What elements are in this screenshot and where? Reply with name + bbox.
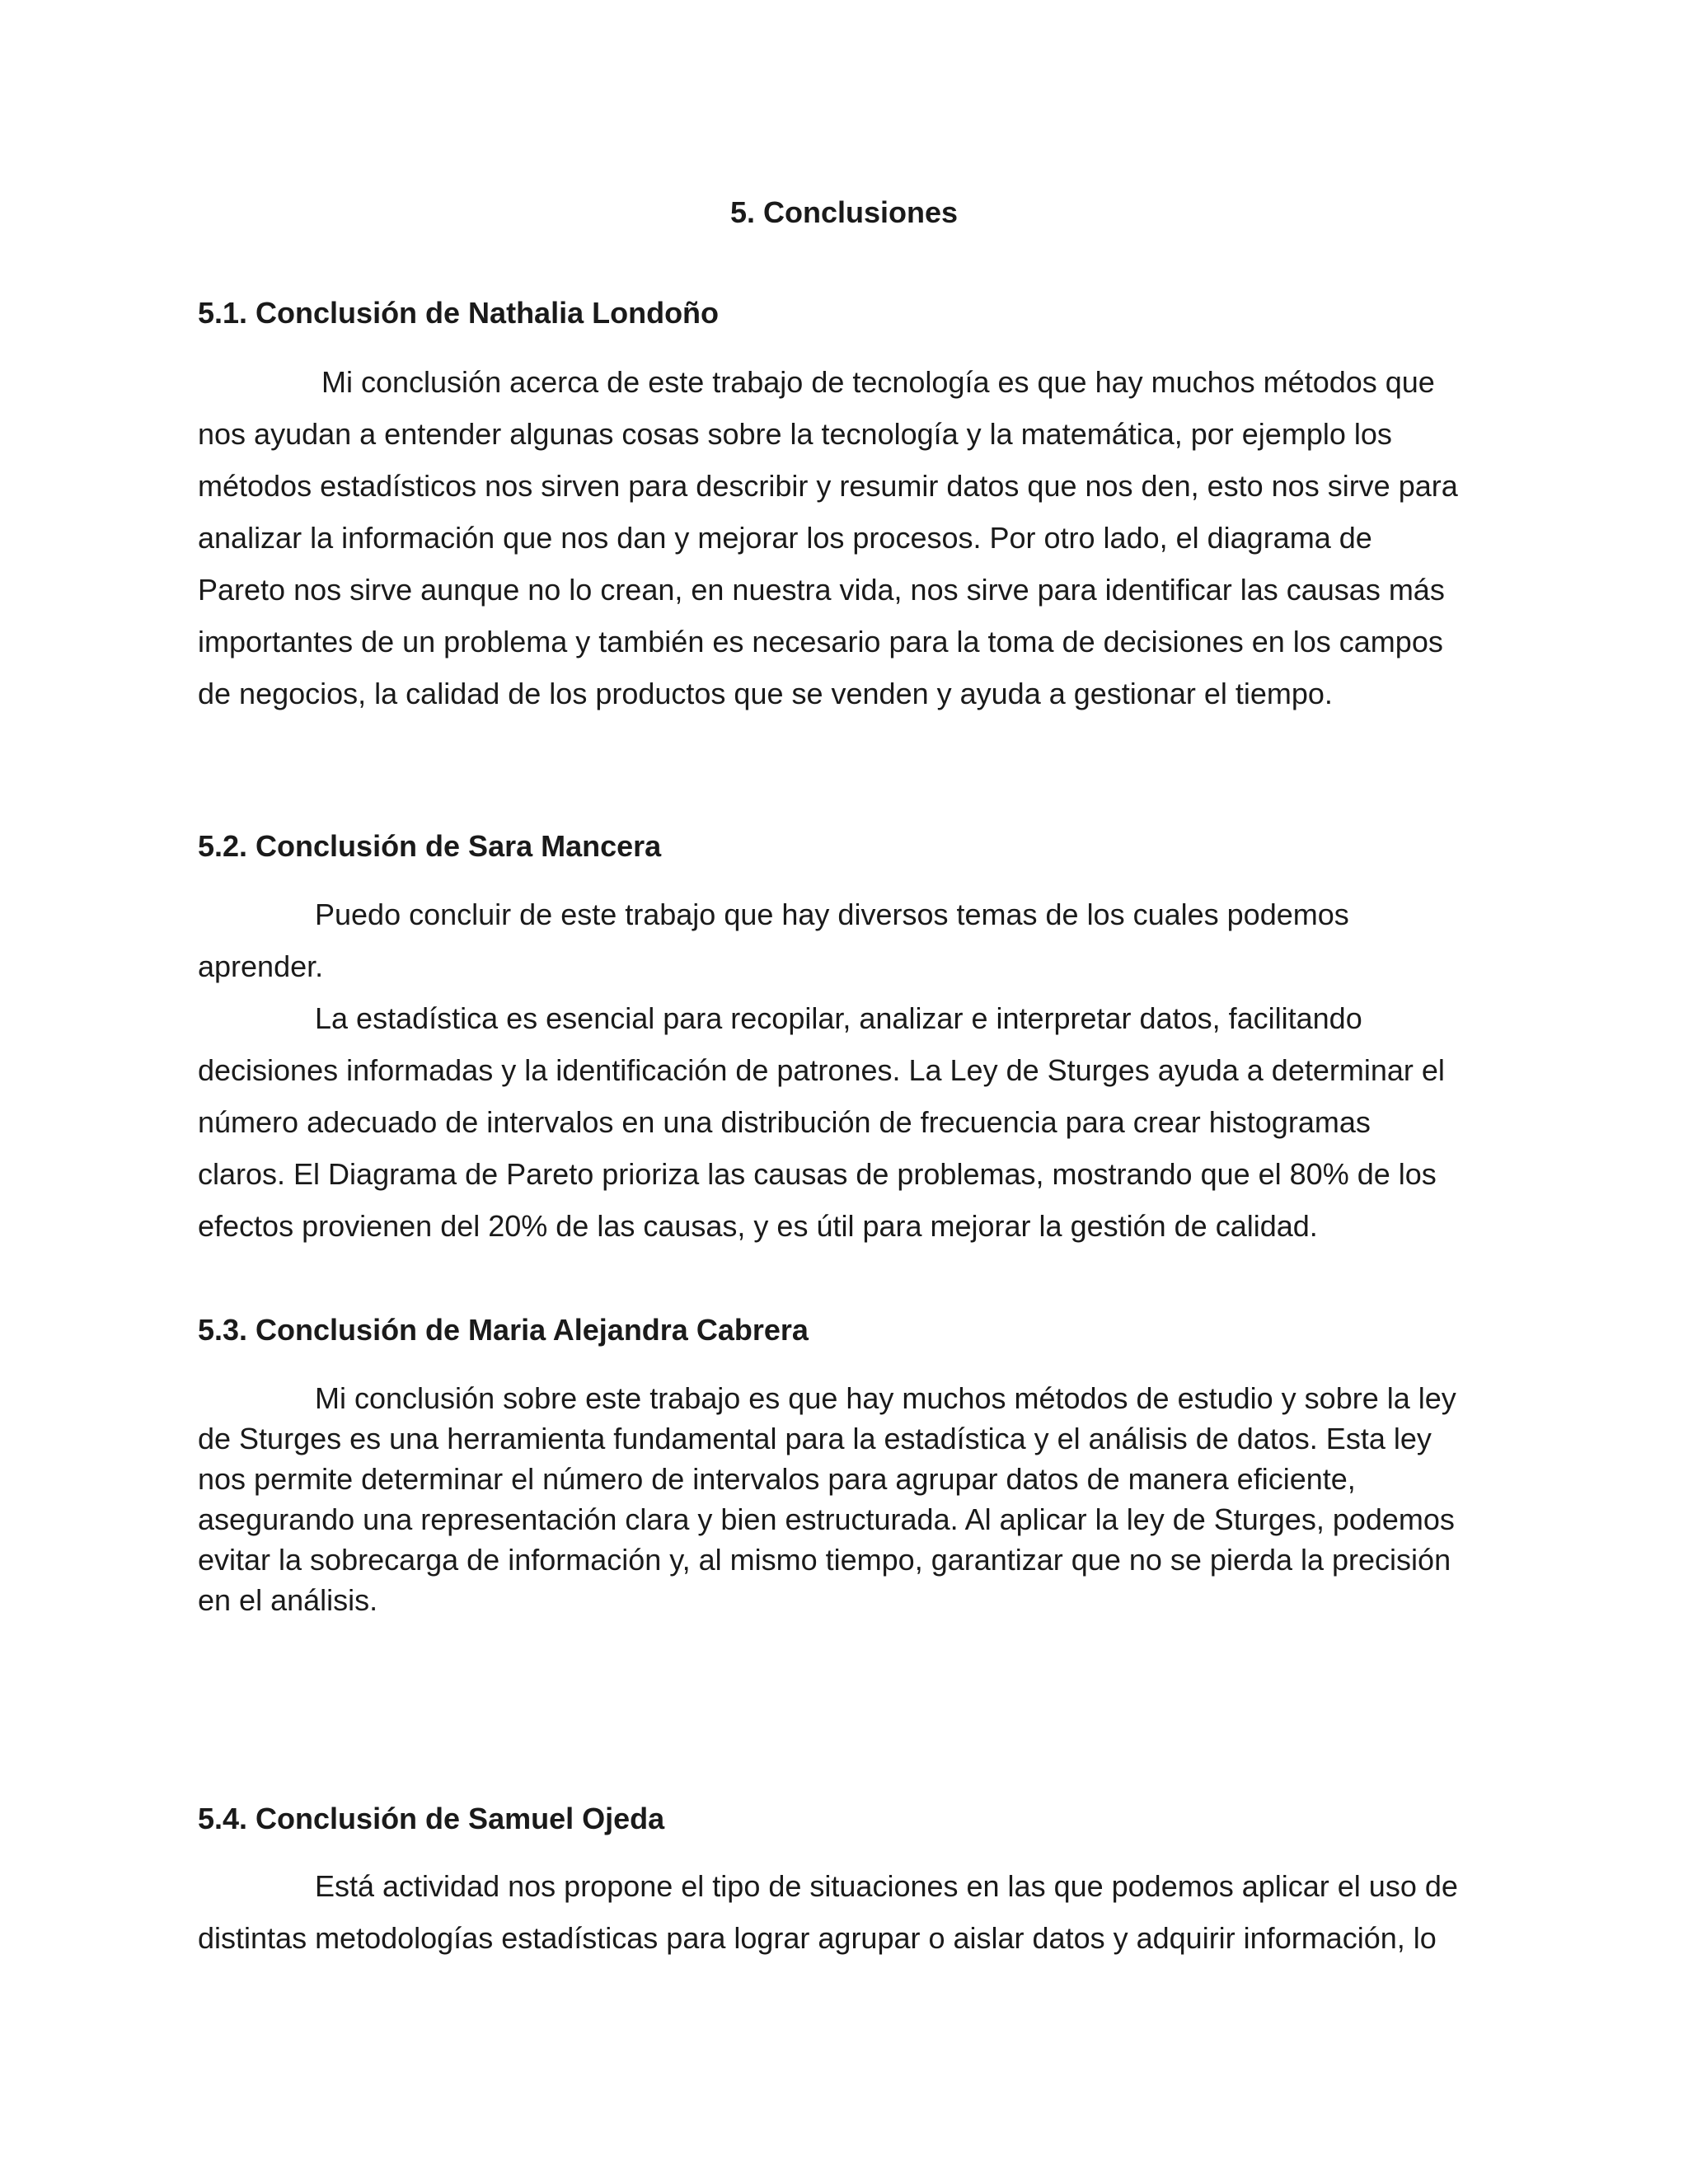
paragraph-line: Mi conclusión sobre este trabajo es que hay muchos métodos de estudio y sobre la ley	[315, 1381, 1456, 1415]
section-heading-maria: 5.3. Conclusión de Maria Alejandra Cabrera	[198, 1313, 809, 1347]
section-body-nathalia	[198, 356, 1500, 719]
paragraph-line: Está actividad nos propone el tipo de situaciones en las que podemos aplicar el uso de	[315, 1869, 1458, 1903]
paragraph-line: de negocios, la calidad de los productos que se venden y ayuda a gestionar el tiempo.	[198, 677, 1333, 710]
paragraph-line: importantes de un problema y también es necesario para la toma de decisiones en los campos	[198, 625, 1443, 658]
section-heading-sara: 5.2. Conclusión de Sara Mancera	[198, 829, 662, 863]
paragraph-line: de Sturges es una herramienta fundamental para la estadística y el análisis de datos. Esta ley	[198, 1422, 1432, 1455]
paragraph-line: asegurando una representación clara y bien estructurada. Al aplicar la ley de Sturges, podemos	[198, 1502, 1455, 1536]
paragraph-line: claros. El Diagrama de Pareto prioriza las causas de problemas, mostrando que el 80% de los	[198, 1157, 1437, 1191]
paragraph-line: número adecuado de intervalos en una distribución de frecuencia para crear histogramas	[198, 1105, 1371, 1139]
section-heading-samuel: 5.4. Conclusión de Samuel Ojeda	[198, 1802, 665, 1835]
paragraph-line: Pareto nos sirve aunque no lo crean, en nuestra vida, nos sirve para identificar las causas más	[198, 573, 1445, 607]
paragraph-line: Mi conclusión acerca de este trabajo de tecnología es que hay muchos métodos que	[321, 365, 1435, 399]
paragraph-line: en el análisis.	[198, 1583, 378, 1617]
paragraph-line: distintas metodologías estadísticas para lograr agrupar o aislar datos y adquirir información, lo	[198, 1921, 1437, 1955]
page-title: 5. Conclusiones	[729, 195, 959, 229]
paragraph-line: nos permite determinar el número de intervalos para agrupar datos de manera eficiente,	[198, 1462, 1356, 1496]
paragraph-line: Puedo concluir de este trabajo que hay diversos temas de los cuales podemos	[315, 898, 1349, 931]
section-body-sara	[198, 888, 1500, 1252]
paragraph-line: aprender.	[198, 949, 324, 983]
section-heading-nathalia: 5.1. Conclusión de Nathalia Londoño	[198, 296, 720, 330]
paragraph-line: La estadística es esencial para recopilar, analizar e interpretar datos, facilitando	[315, 1001, 1362, 1035]
paragraph-line: evitar la sobrecarga de información y, al mismo tiempo, garantizar que no se pierda la precisión	[198, 1543, 1451, 1577]
paragraph-line: efectos provienen del 20% de las causas, y es útil para mejorar la gestión de calidad.	[198, 1209, 1318, 1243]
paragraph-line: nos ayudan a entender algunas cosas sobre la tecnología y la matemática, por ejemplo los	[198, 417, 1392, 451]
paragraph-line: decisiones informadas y la identificación de patrones. La Ley de Sturges ayuda a determinar el	[198, 1053, 1445, 1087]
paragraph-line: métodos estadísticos nos sirven para describir y resumir datos que nos den, esto nos sirve para	[198, 469, 1458, 503]
paragraph-line: analizar la información que nos dan y mejorar los procesos. Por otro lado, el diagrama de	[198, 521, 1372, 555]
section-body-maria	[198, 1378, 1500, 1620]
section-body-samuel	[198, 1860, 1500, 1964]
